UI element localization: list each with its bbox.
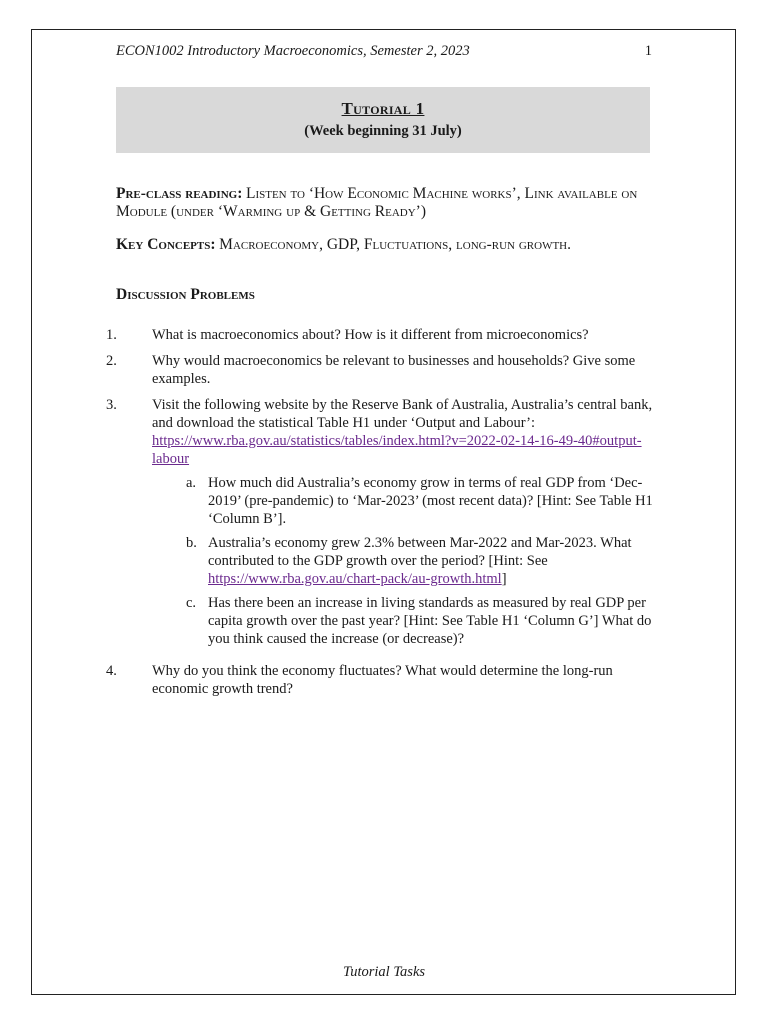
preclass-reading bbox=[116, 185, 656, 221]
item-body bbox=[152, 396, 656, 654]
item-number: 4. bbox=[106, 663, 117, 679]
item-number: 3. bbox=[106, 397, 117, 413]
item-number: 1. bbox=[106, 327, 117, 343]
page-number: 1 bbox=[644, 43, 652, 59]
sub-item-text: How much did Australia’s economy grow in terms of real GDP from ‘Dec-2019’ (pre-pandemic) to ‘Mar-2023’ (most recent data)? [Hint: See Table H1 ‘Column B’]. bbox=[208, 475, 653, 527]
item-text: Why would macroeconomics be relevant to businesses and households? Give some examples. bbox=[152, 353, 636, 387]
list-item bbox=[100, 662, 656, 698]
sub-item-body bbox=[208, 534, 656, 588]
sub-item bbox=[186, 534, 656, 588]
sub-item-letter: c. bbox=[186, 595, 197, 611]
item-text: What is macroeconomics about? How is it different from microeconomics? bbox=[152, 327, 589, 343]
sub-item-text: Has there been an increase in living standards as measured by real GDP per capita growth over the past year? [Hint: See Table H1 ‘Column G’] What do you think caused the increase (or decrease)? bbox=[208, 595, 652, 647]
item-text: Why do you think the economy fluctuates? What would determine the long-run economic growth trend? bbox=[152, 663, 613, 697]
sub-item-letter: b. bbox=[186, 535, 197, 551]
sub-item bbox=[186, 474, 656, 528]
item-text: Visit the following website by the Reserve Bank of Australia, Australia’s central bank, and download the statistical Table H1 under ‘Output and Labour’: bbox=[152, 397, 653, 431]
list-item bbox=[100, 352, 656, 388]
list-item bbox=[100, 396, 656, 654]
course-title: ECON1002 Introductory Macroeconomics, Semester 2, 2023 bbox=[116, 43, 470, 59]
list-item bbox=[100, 326, 656, 344]
sub-list bbox=[186, 474, 656, 648]
sub-item bbox=[186, 594, 656, 648]
tutorial-subtitle: (Week beginning 31 July) bbox=[304, 123, 462, 139]
discussion-heading: Discussion Problems bbox=[116, 286, 255, 303]
key-concepts-text: Macroeconomy, GDP, Fluctuations, long-run growth. bbox=[219, 236, 572, 253]
sub-item-letter: a. bbox=[186, 475, 197, 491]
key-concepts-label: Key Concepts: bbox=[116, 236, 216, 253]
preclass-text: Listen to ‘How Economic Machine works’, Link available on Module (under ‘Warming up & Getting Ready’) bbox=[116, 185, 638, 220]
bracket-close: ] bbox=[501, 571, 507, 587]
key-concepts bbox=[116, 236, 656, 254]
preclass-label: Pre-class reading: bbox=[116, 185, 243, 202]
rba-tables-link[interactable]: https://www.rba.gov.au/statistics/tables/index.html?v=2022-02-14-16-49-40#output-labour bbox=[152, 433, 642, 467]
tutorial-title: Tutorial 1 bbox=[341, 99, 425, 118]
problem-list bbox=[100, 326, 656, 706]
sub-item-text: Australia’s economy grew 2.3% between Mar-2022 and Mar-2023. What contributed to the GDP growth over the period? [Hint: See bbox=[208, 535, 632, 569]
item-number: 2. bbox=[106, 353, 117, 369]
running-header bbox=[116, 43, 652, 60]
page-footer: Tutorial Tasks bbox=[342, 964, 426, 980]
title-box bbox=[116, 87, 650, 153]
rba-chart-pack-link[interactable]: https://www.rba.gov.au/chart-pack/au-growth.html bbox=[208, 571, 502, 587]
